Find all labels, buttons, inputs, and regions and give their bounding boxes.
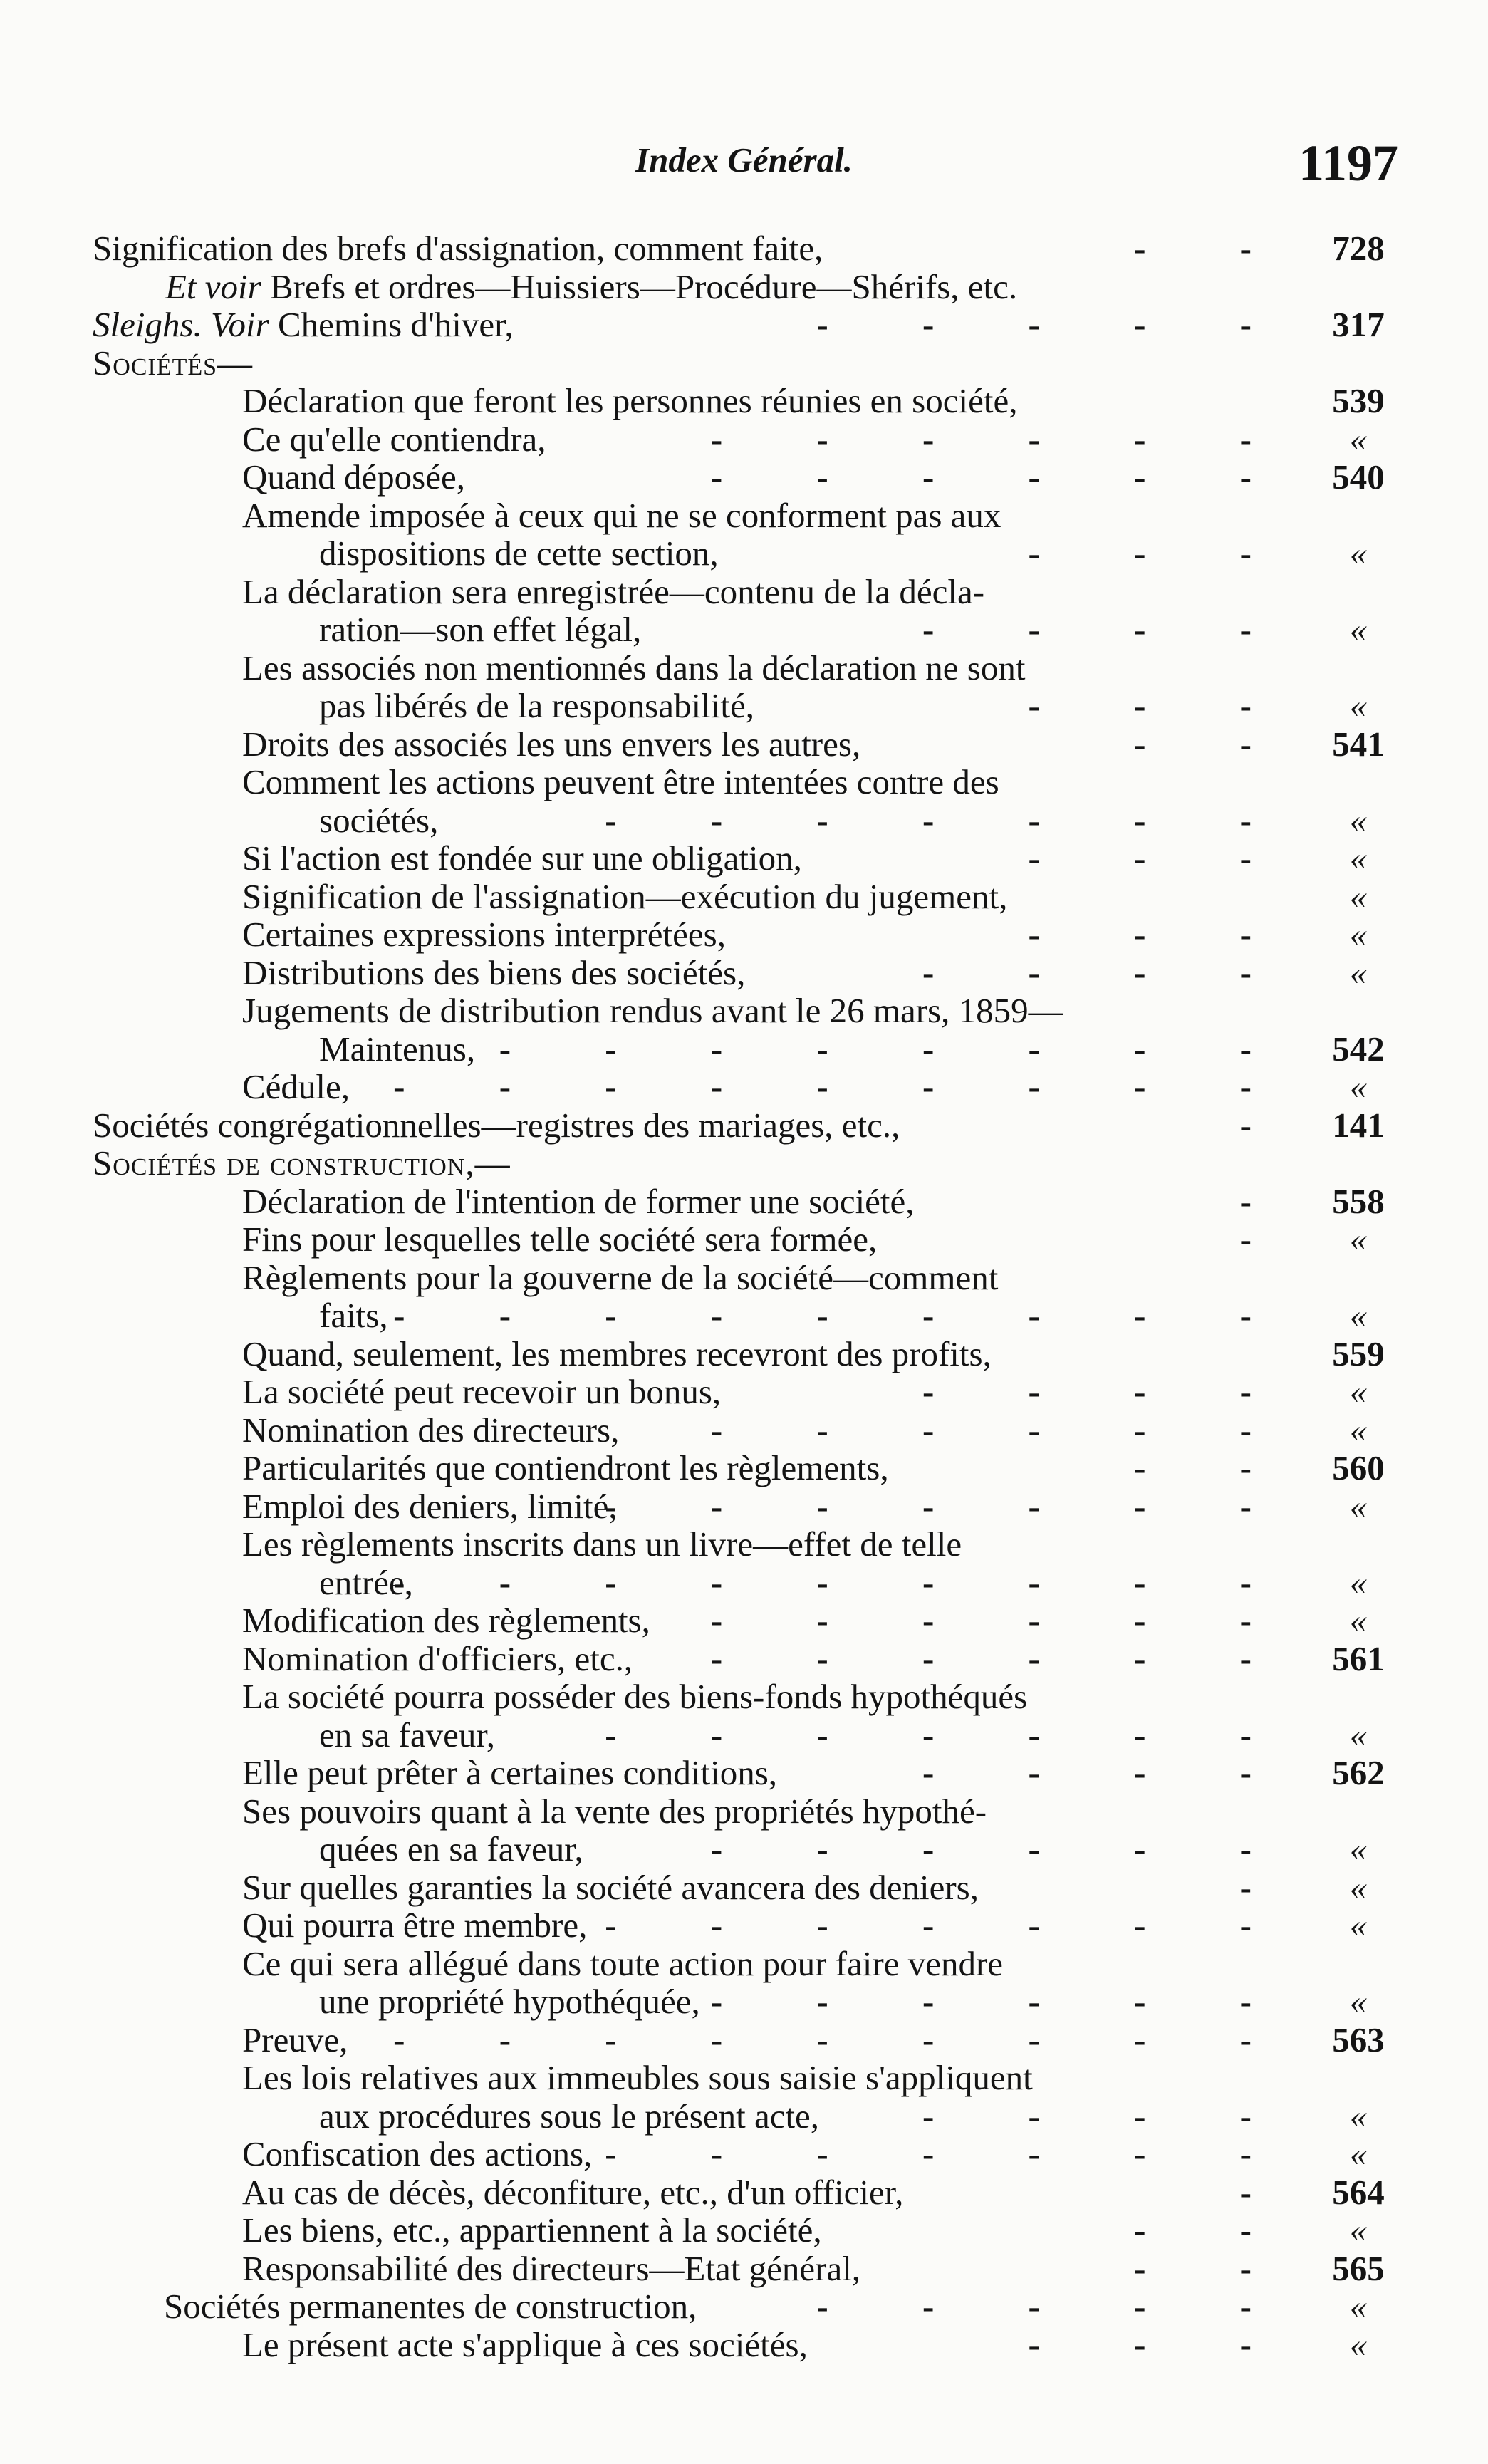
entry-text: Sociétés congrégationnelles—registres des mariages, etc., — [93, 1105, 900, 1145]
page-reference: « — [1349, 2134, 1368, 2173]
entry-text: Si l'action est fondée sur une obligation, — [242, 838, 802, 878]
entry-text: Règlements pour la gouverne de la société—comment — [242, 1257, 999, 1297]
index-entry — [0, 1868, 1488, 1907]
page-reference: 540 — [1332, 457, 1385, 497]
dot-leader: - - — [1134, 1448, 1294, 1487]
dot-leader: - - - - - - - - - — [393, 1562, 1294, 1602]
dot-leader: - - - - - - — [710, 1638, 1294, 1678]
dot-leader: - - - - — [922, 610, 1294, 649]
entry-lead: Sleighs. Voir — [93, 305, 278, 344]
entry-text: quées en sa faveur, — [319, 1829, 583, 1868]
index-entry — [0, 344, 1488, 383]
entry-text: Ses pouvoirs quant à la vente des propriétés hypothé- — [242, 1791, 987, 1831]
entry-text: Sur quelles garanties la société avancera des deniers, — [242, 1867, 979, 1907]
page-reference: « — [1349, 1829, 1368, 1868]
page-reference: « — [1349, 1220, 1368, 1259]
page-reference: 728 — [1332, 229, 1385, 268]
entry-text: Au cas de décès, déconfiture, etc., d'un officier, — [242, 2172, 904, 2212]
dot-leader: - - - — [1028, 2324, 1294, 2364]
index-entry — [0, 1449, 1488, 1487]
entry-text: Fins pour lesquelles telle société sera formée, — [242, 1220, 878, 1259]
dot-leader: - - - - - - - — [605, 800, 1294, 840]
index-entry — [0, 2173, 1488, 2212]
dot-leader: - - - - - — [816, 305, 1294, 344]
entry-text: La déclaration sera enregistrée—contenu de la décla- — [242, 571, 985, 611]
index-entry — [0, 801, 1488, 840]
index-entry — [0, 1411, 1488, 1450]
index-entry — [0, 1182, 1488, 1221]
page-reference: « — [1349, 1867, 1368, 1907]
entry-text: Nomination des directeurs, — [242, 1410, 620, 1450]
index-entry — [0, 1335, 1488, 1373]
page-reference: 562 — [1332, 1753, 1385, 1792]
entry-text: ration—son effet légal, — [319, 610, 642, 649]
page-reference: 563 — [1332, 2019, 1385, 2059]
index-entry — [0, 1259, 1488, 1297]
page-reference: « — [1349, 952, 1368, 992]
index-entry — [0, 534, 1488, 573]
entry-text: en sa faveur, — [319, 1715, 495, 1755]
page-reference: « — [1349, 2324, 1368, 2364]
dot-leader: - - - - - - - - - — [393, 1067, 1294, 1106]
dot-leader: - - - - - - - - — [499, 1029, 1294, 1069]
dot-leader: - - - - — [922, 952, 1294, 992]
index-entry — [0, 725, 1488, 764]
entry-heading: Sociétés de construction,— — [93, 1143, 511, 1182]
entry-text: Jugements de distribution rendus avant le 26 mars, 1859— — [242, 991, 1063, 1030]
page-reference: « — [1349, 2096, 1368, 2136]
entry-text: Preuve, — [242, 2019, 348, 2059]
index-entry — [0, 839, 1488, 878]
page-reference: 541 — [1332, 724, 1385, 764]
index-entry — [0, 573, 1488, 611]
entry-text: Signification de l'assignation—exécution du jugement, — [242, 876, 1008, 916]
page-reference: 539 — [1332, 381, 1385, 420]
entry-text: une propriété hypothéquée, — [319, 1982, 700, 2021]
dot-leader: - - - — [1028, 838, 1294, 878]
page-reference: « — [1349, 610, 1368, 649]
entry-text: Nomination d'officiers, etc., — [242, 1638, 633, 1678]
index-entry — [0, 915, 1488, 954]
index-entry — [0, 1487, 1488, 1526]
index-entry — [0, 1373, 1488, 1411]
index-entry — [0, 610, 1488, 649]
entry-text: Les associés non mentionnés dans la déclaration ne sont — [242, 648, 1026, 687]
entry-text: Le présent acte s'applique à ces sociétés, — [242, 2324, 808, 2364]
entry-text: Ce qui sera allégué dans toute action pour faire vendre — [242, 1943, 1004, 1983]
entry-text: sociétés, — [319, 800, 439, 840]
dot-leader: - - — [1134, 2248, 1294, 2288]
index-entry — [0, 1716, 1488, 1755]
index-entry — [0, 687, 1488, 725]
index-entry — [0, 1906, 1488, 1945]
dot-leader: - - - - - - - — [605, 1715, 1294, 1755]
index-entry — [0, 306, 1488, 344]
entry-text: Droits des associés les uns envers les autres, — [242, 724, 861, 764]
entry-text: Modification des règlements, — [242, 1601, 650, 1640]
dot-leader: - - - - - - - — [605, 1906, 1294, 1945]
entry-text: Quand, seulement, les membres recevront des profits, — [242, 1334, 992, 1373]
entry-text: Les biens, etc., appartiennent à la société, — [242, 2210, 822, 2250]
page-reference: « — [1349, 686, 1368, 725]
dot-leader: - - - — [1028, 915, 1294, 954]
page-reference: « — [1349, 1296, 1368, 1335]
page-reference: « — [1349, 2210, 1368, 2250]
index-entry — [0, 268, 1488, 306]
index-entry — [0, 2021, 1488, 2059]
entry-text: La société peut recevoir un bonus, — [242, 1372, 722, 1411]
entry-text: Sociétés permanentes de construction, — [164, 2287, 697, 2326]
entry-text: Qui pourra être membre, — [242, 1906, 588, 1945]
index-entry — [0, 1601, 1488, 1640]
index-entry — [0, 1945, 1488, 1983]
page-reference: « — [1349, 1486, 1368, 1526]
index-entry — [0, 1678, 1488, 1716]
entry-text: Certaines expressions interprétées, — [242, 915, 726, 954]
index-entry — [0, 1296, 1488, 1335]
page-reference: 560 — [1332, 1448, 1385, 1487]
index-entry — [0, 954, 1488, 992]
index-entry — [0, 1030, 1488, 1069]
dot-leader: - - - - - — [816, 2287, 1294, 2326]
page-reference: « — [1349, 1410, 1368, 1450]
index-entry — [0, 1830, 1488, 1868]
index-entry — [0, 382, 1488, 420]
dot-leader: - - - - - - - — [605, 1486, 1294, 1526]
index-entry — [0, 1792, 1488, 1831]
dot-leader: - — [1239, 1220, 1294, 1259]
dot-leader: - — [1239, 1867, 1294, 1907]
entry-text: Chemins d'hiver, — [277, 305, 514, 344]
entry-text: Déclaration que feront les personnes réunies en société, — [242, 381, 1018, 420]
dot-leader: - - - - - - — [710, 1829, 1294, 1868]
entry-text: Elle peut prêter à certaines conditions, — [242, 1753, 778, 1792]
entry-text: Emploi des deniers, limité, — [242, 1486, 618, 1526]
entry-text: Amende imposée à ceux qui ne se conforment pas aux — [242, 495, 1001, 535]
page-reference: 141 — [1332, 1105, 1385, 1145]
index-entry — [0, 2326, 1488, 2364]
entry-text: Ce qu'elle contiendra, — [242, 419, 546, 459]
page-reference: 317 — [1332, 305, 1385, 344]
entry-text: La société pourra posséder des biens-fonds hypothéqués — [242, 1677, 1028, 1716]
index-entry — [0, 2097, 1488, 2136]
entry-text: Brefs et ordres—Huissiers—Procédure—Shérifs, etc. — [269, 266, 1018, 306]
index-entry — [0, 763, 1488, 801]
dot-leader: - — [1239, 1181, 1294, 1221]
index-entry — [0, 1754, 1488, 1792]
page-reference: « — [1349, 1562, 1368, 1602]
entry-text: aux procédures sous le présent acte, — [319, 2096, 820, 2136]
dot-leader: - - — [1134, 724, 1294, 764]
entry-text: Distributions des biens des sociétés, — [242, 952, 746, 992]
page-reference: 558 — [1332, 1181, 1385, 1221]
entry-text: pas libérés de la responsabilité, — [319, 686, 754, 725]
entry-text: Les règlements inscrits dans un livre—effet de telle — [242, 1524, 962, 1564]
entry-text: Particularités que contiendront les règlements, — [242, 1448, 889, 1487]
index-entry — [0, 2287, 1488, 2326]
index-entry — [0, 1564, 1488, 1602]
page-reference: « — [1349, 1906, 1368, 1945]
index-entry — [0, 2135, 1488, 2173]
page-reference: « — [1349, 2287, 1368, 2326]
page-header-title: Index Général. — [635, 140, 853, 180]
page-reference: « — [1349, 534, 1368, 573]
page-reference: « — [1349, 915, 1368, 954]
index-entry — [0, 1525, 1488, 1564]
index-entries — [0, 229, 1488, 2364]
index-entry — [0, 2059, 1488, 2097]
index-entry — [0, 229, 1488, 268]
dot-leader: - - - - - - — [710, 457, 1294, 497]
entry-text: Maintenus, — [319, 1029, 476, 1069]
page-reference: 564 — [1332, 2172, 1385, 2212]
entry-text: Quand déposée, — [242, 457, 465, 497]
entry-text: Les lois relatives aux immeubles sous saisie s'appliquent — [242, 2058, 1033, 2097]
page-reference: « — [1349, 419, 1368, 459]
entry-text: Cédule, — [242, 1067, 350, 1106]
entry-lead: Et voir — [165, 266, 270, 306]
dot-leader: - - - — [1028, 686, 1294, 725]
dot-leader: - — [1239, 1105, 1294, 1145]
dot-leader: - - - - - - — [710, 1982, 1294, 2021]
page-reference: 565 — [1332, 2248, 1385, 2288]
page-reference: « — [1349, 876, 1368, 916]
page-reference: « — [1349, 838, 1368, 878]
dot-leader: - - - - - - — [710, 419, 1294, 459]
page-reference: « — [1349, 1715, 1368, 1755]
entry-text: faits, — [319, 1296, 388, 1335]
entry-text: Confiscation des actions, — [242, 2134, 593, 2173]
dot-leader: - - - - - - - - - — [393, 1296, 1294, 1335]
index-entry — [0, 649, 1488, 687]
index-entry — [0, 1982, 1488, 2021]
index-entry — [0, 992, 1488, 1030]
dot-leader: - - - - - - - - - — [393, 2019, 1294, 2059]
dot-leader: - - - - — [922, 1372, 1294, 1411]
index-entry — [0, 420, 1488, 459]
page-number: 1197 — [1298, 135, 1398, 192]
page-reference: « — [1349, 1982, 1368, 2021]
entry-heading: Sociétés— — [93, 343, 254, 383]
dot-leader: - - - - - - — [710, 1601, 1294, 1640]
page-reference: 561 — [1332, 1638, 1385, 1678]
page-reference: 542 — [1332, 1029, 1385, 1069]
entry-text: Signification des brefs d'assignation, comment faite, — [93, 229, 823, 268]
index-entry — [0, 1640, 1488, 1678]
index-entry — [0, 1106, 1488, 1145]
entry-text: Déclaration de l'intention de former une société, — [242, 1181, 915, 1221]
entry-text: Comment les actions peuvent être intentées contre des — [242, 762, 999, 801]
page-reference: « — [1349, 1601, 1368, 1640]
dot-leader: - — [1239, 2172, 1294, 2212]
index-entry — [0, 878, 1488, 916]
page-reference: « — [1349, 800, 1368, 840]
dot-leader: - - - - — [922, 2096, 1294, 2136]
dot-leader: - - — [1134, 2210, 1294, 2250]
index-entry — [0, 1220, 1488, 1259]
index-entry — [0, 1068, 1488, 1106]
dot-leader: - - — [1134, 229, 1294, 268]
entry-text: entrée, — [319, 1562, 413, 1602]
index-entry — [0, 2250, 1488, 2288]
dot-leader: - - - - - - — [710, 1410, 1294, 1450]
dot-leader: - - - - - - - — [605, 2134, 1294, 2173]
index-entry — [0, 2211, 1488, 2250]
index-entry — [0, 1144, 1488, 1182]
dot-leader: - - - - — [922, 1753, 1294, 1792]
page-reference: « — [1349, 1372, 1368, 1411]
page-reference: « — [1349, 1067, 1368, 1106]
index-entry — [0, 497, 1488, 535]
entry-text: dispositions de cette section, — [319, 534, 719, 573]
dot-leader: - - - — [1028, 534, 1294, 573]
entry-text: Responsabilité des directeurs—Etat général, — [242, 2248, 861, 2288]
index-entry — [0, 458, 1488, 497]
page-reference: 559 — [1332, 1334, 1385, 1373]
